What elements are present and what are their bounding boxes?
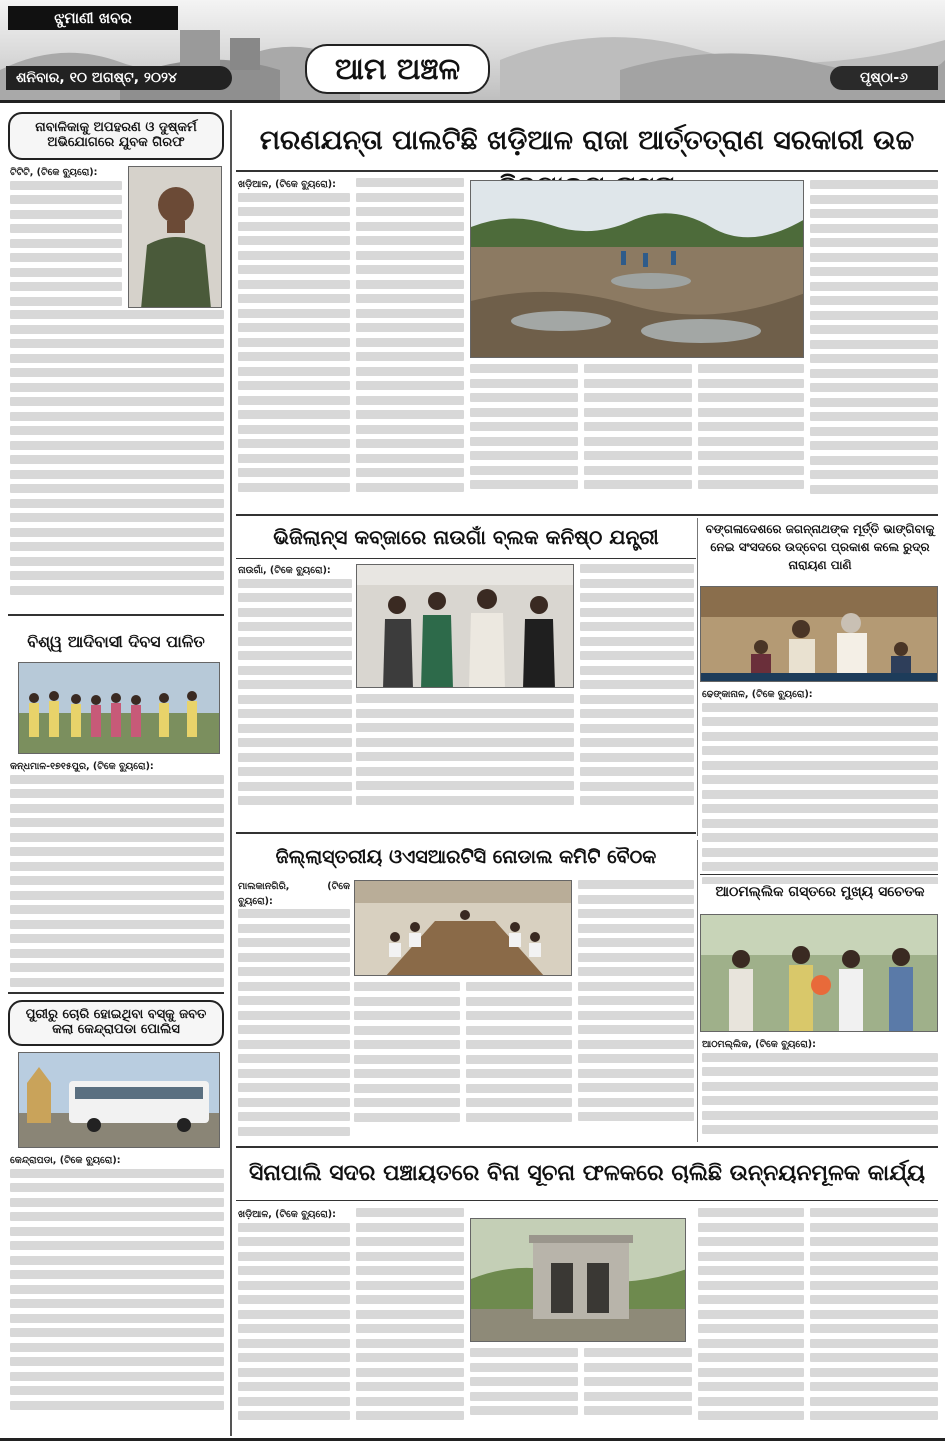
story-body-adivasi-day: କନ୍ଧମାଳ-୧୭୧୫ପୁର, (ଟିକେ ବ୍ୟୁରୋ):	[10, 760, 224, 990]
sinapali-body-col6	[810, 1208, 938, 1434]
divider	[236, 514, 938, 516]
column-divider	[230, 110, 232, 1436]
osrtc-body-col3	[466, 982, 572, 1138]
story-body-arrest-part1: ଟିଟିଟି, (ଟିକେ ବ୍ୟୁରୋ):	[10, 166, 122, 306]
athmallik-body: ଆଠମଲ୍ଲିକ, (ଟିକେ ବ୍ୟୁରୋ):	[702, 1038, 938, 1140]
divider	[8, 992, 224, 994]
divider	[236, 170, 938, 172]
sinapali-body-col4	[584, 1348, 692, 1434]
story-headline-arrest: ନାବାଳିକାକୁ ଅପହରଣ ଓ ଦୁଷ୍କର୍ମ ଅଭିଯୋଗରେ ଯୁବକ ଗିରଫ	[8, 112, 224, 160]
sinapali-body-col1: ଖଡ଼ିଆଳ, (ଟିକେ ବ୍ୟୁରୋ):	[238, 1208, 350, 1434]
vigilance-body-col2	[356, 694, 574, 824]
photo-chief-whip-welcome	[700, 914, 938, 1032]
photo-osrtc-meeting	[354, 880, 572, 976]
divider	[700, 874, 938, 875]
divider	[236, 1146, 938, 1148]
story-body-arrest-part2	[10, 310, 224, 610]
page-number: ପୃଷ୍ଠା-୬	[830, 66, 938, 90]
issue-date: ଶନିବାର, ୧୦ ଅଗଷ୍ଟ, ୨୦୨୪	[6, 66, 232, 90]
photo-muddy-school-road	[470, 180, 804, 358]
bangladesh-headline: ବଙ୍ଗଳାଦେଶରେ ଜଗନ୍ନାଥଙ୍କ ମୂର୍ତ୍ତି ଭାଙ୍ଗିବାକୁ ନେଇ ସଂସଦରେ ଉଦ୍‌ବେଗ ପ୍ରକାଶ କଲେ ରୁଦ୍ର ନାରାୟଣ ପାଣି	[705, 522, 935, 572]
lead-body-col3	[470, 364, 578, 506]
osrtc-body-col2	[354, 982, 460, 1138]
divider	[236, 1200, 938, 1201]
lead-body-col4b	[698, 364, 804, 506]
masthead-rule	[0, 100, 945, 103]
divider	[8, 614, 224, 616]
masthead	[0, 0, 945, 100]
photo-parliament-speech	[700, 586, 938, 682]
column-rule	[697, 518, 698, 836]
lead-headline: ମରଣଯନ୍ତା ପାଲଟିଛି ଖଡ଼ିଆଳ ରାଜା ଆର୍ତ୍ତତ୍ରାଣ ସରକାରୀ ଉଚ୍ଚ	[259, 125, 915, 156]
sinapali-body-col3	[470, 1348, 578, 1434]
section-title: ଆମ ଅଞ୍ଚଳ	[305, 44, 490, 94]
vigilance-body-col1: ନାଉଗାଁ, (ଟିକେ ବ୍ୟୁରୋ):	[238, 564, 352, 824]
sinapali-body-col5	[698, 1208, 804, 1434]
lead-body-col4a	[584, 364, 692, 506]
newspaper-brand: ଝୁମାଣୀ ଖବର	[8, 6, 178, 30]
divider	[236, 558, 696, 559]
lead-body-col1: ଖଡ଼ିଆଳ, (ଟିକେ ବ୍ୟୁରୋ):	[238, 178, 350, 506]
osrtc-body-col1: ମାଲକାନଗିରି, (ଟିକେ ବ୍ୟୁରୋ):	[238, 880, 350, 1138]
photo-vigilance-officers	[356, 564, 574, 688]
osrtc-body-col4	[578, 880, 694, 1138]
photo-construction-without-board	[470, 1218, 686, 1342]
vigilance-headline: ଭିଜିଲାନ୍ସ କବ୍‌ଜାରେ ନାଉଗାଁ ବ୍ଲକ କନିଷ୍ଠ ଯନ୍ତ୍ରୀ	[273, 525, 659, 549]
osrtc-headline: ଜିଲ୍ଲାସ୍ତରୀୟ ଓଏସଆରଟିସି ନୋଡାଲ କମିଟି ବୈଠକ	[275, 846, 657, 868]
story-headline-stolen-bus: ପୁରୀରୁ ଚୋରି ହୋଇଥିବା ବସ୍‌କୁ ଜବତ କଲା କେନ୍ଦ୍ରାପଡା ପୋଲିସ	[8, 1000, 224, 1046]
sinapali-body-col2	[356, 1208, 464, 1434]
photo-seized-bus	[18, 1052, 220, 1148]
vigilance-body-col3	[580, 564, 694, 824]
athmallik-headline: ଆଠମଲ୍ଲିକ ଗସ୍ତରେ ମୁଖ୍ୟ ସଚେତକ	[715, 884, 925, 900]
divider	[236, 832, 696, 834]
footer-rule	[0, 1438, 945, 1441]
column-rule	[697, 840, 698, 1142]
photo-adivasi-day-group	[18, 662, 220, 754]
bangladesh-body: ଢେଙ୍କାନାଳ, (ଟିକେ ବ୍ୟୁରୋ):	[702, 688, 938, 884]
story-body-stolen-bus: କେନ୍ଦ୍ରାପଡା, (ଟିକେ ବ୍ୟୁରୋ):	[10, 1154, 224, 1432]
photo-accused-youth	[128, 166, 222, 308]
sinapali-headline: ସିନାପାଲି ସଦର ପଞ୍ଚାୟତରେ ବିନା ସୂଚନା ଫଳକରେ ଚାଲିଛି ଉନ୍ନୟନମୂଳକ କାର୍ଯ୍ୟ	[248, 1161, 926, 1186]
lead-body-col2	[356, 178, 464, 506]
story-headline-adivasi-day: ବିଶ୍ୱ ଆଦିବାସୀ ଦିବସ ପାଳିତ	[27, 632, 205, 651]
lead-body-col5	[810, 180, 938, 506]
